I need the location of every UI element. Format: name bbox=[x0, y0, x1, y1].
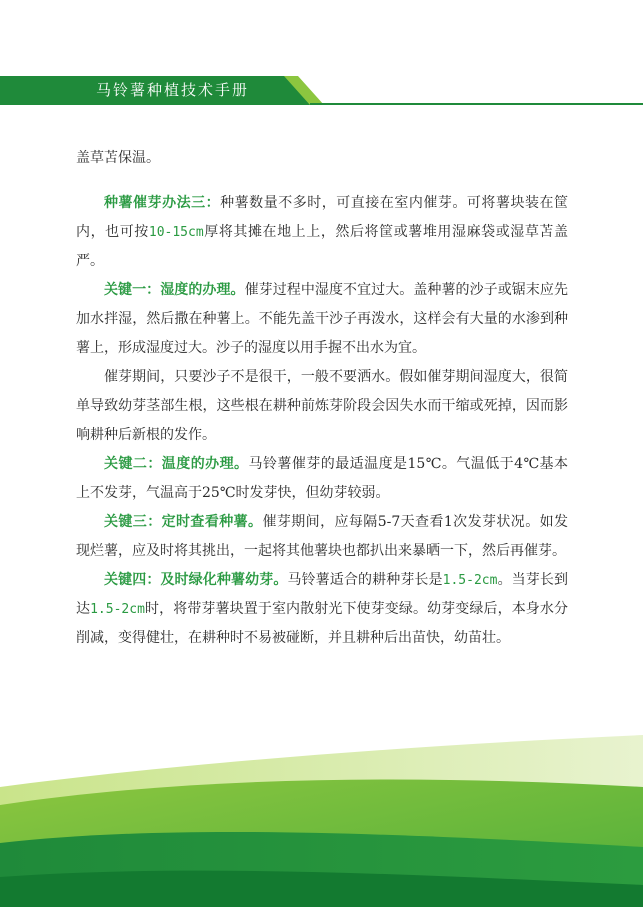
paragraph-key-four bbox=[76, 566, 568, 653]
paragraph-method-three bbox=[76, 189, 568, 276]
paragraph-text: 种薯数量不多时，可直接在室内催芽。可将薯块装在筐内，也可按 bbox=[76, 195, 569, 240]
paragraph-key-three bbox=[76, 508, 568, 566]
paragraph-watering bbox=[76, 363, 568, 450]
paragraph-text: 厚将其摊在地上上，然后将筐或薯堆用湿麻袋或湿草苫盖严。 bbox=[76, 224, 569, 269]
paragraph-text: 马铃薯适合的耕种芽长是 bbox=[287, 572, 443, 588]
paragraph-text: 时，将带芽薯块置于室内散射光下使芽变绿。幼芽变绿后，本身水分削减，变得健壮，在耕种时不易被碰断，并且耕种后出苗快，幼苗壮。 bbox=[76, 601, 569, 646]
paragraph-text: 催芽期间，只要沙子不是很干，一般不要洒水。假如催芽期间湿度大，很简单导致幼芽茎部生根，这些根在耕种前炼芽阶段会因失水而干缩或死掉，因而影响耕种后新根的发作。 bbox=[76, 369, 568, 443]
measurement-value: 1.5-2cm bbox=[90, 602, 145, 617]
paragraph-text: 马铃薯催芽的最适温度是15℃。气温低于4℃基本上不发芽，气温高于25℃时发芽快，但幼芽较弱。 bbox=[76, 456, 569, 501]
document-body bbox=[76, 144, 568, 653]
green-hills-decoration bbox=[0, 735, 643, 907]
measurement-value: 10-15cm bbox=[148, 225, 204, 240]
paragraph-text: 盖草苫保温。 bbox=[76, 150, 160, 166]
paragraph-text: 催芽过程中湿度不宜过大。盖种薯的沙子或锯末应先加水拌湿，然后撒在种薯上。不能先盖干沙子再泼水，这样会有大量的水渗到种薯上，形成湿度过大。沙子的湿度以用手握不出水为宜。 bbox=[76, 282, 568, 356]
measurement-value: 1.5-2cm bbox=[442, 573, 498, 588]
paragraph-text: 催芽期间，应每隔5-7天查看1次发芽状况。如发现烂薯，应及时将其挑出，一起将其他薯块也都扒出来暴晒一下，然后再催芽。 bbox=[76, 514, 568, 559]
keyword-heading: 关键一：湿度的办理。 bbox=[104, 282, 245, 298]
keyword-heading: 种薯催芽办法三： bbox=[104, 195, 221, 211]
paragraph-text: 。当芽长到达 bbox=[76, 572, 569, 617]
paragraph-intro bbox=[76, 144, 568, 173]
keyword-heading: 关键二：温度的办理。 bbox=[104, 456, 249, 472]
paragraph-key-two bbox=[76, 450, 568, 508]
paragraph-key-one bbox=[76, 276, 568, 363]
keyword-heading: 关键四：及时绿化种薯幼芽。 bbox=[104, 572, 288, 588]
keyword-heading: 关键三：定时查看种薯。 bbox=[104, 514, 263, 530]
header-title: 马铃薯种植技术手册 bbox=[96, 81, 250, 99]
